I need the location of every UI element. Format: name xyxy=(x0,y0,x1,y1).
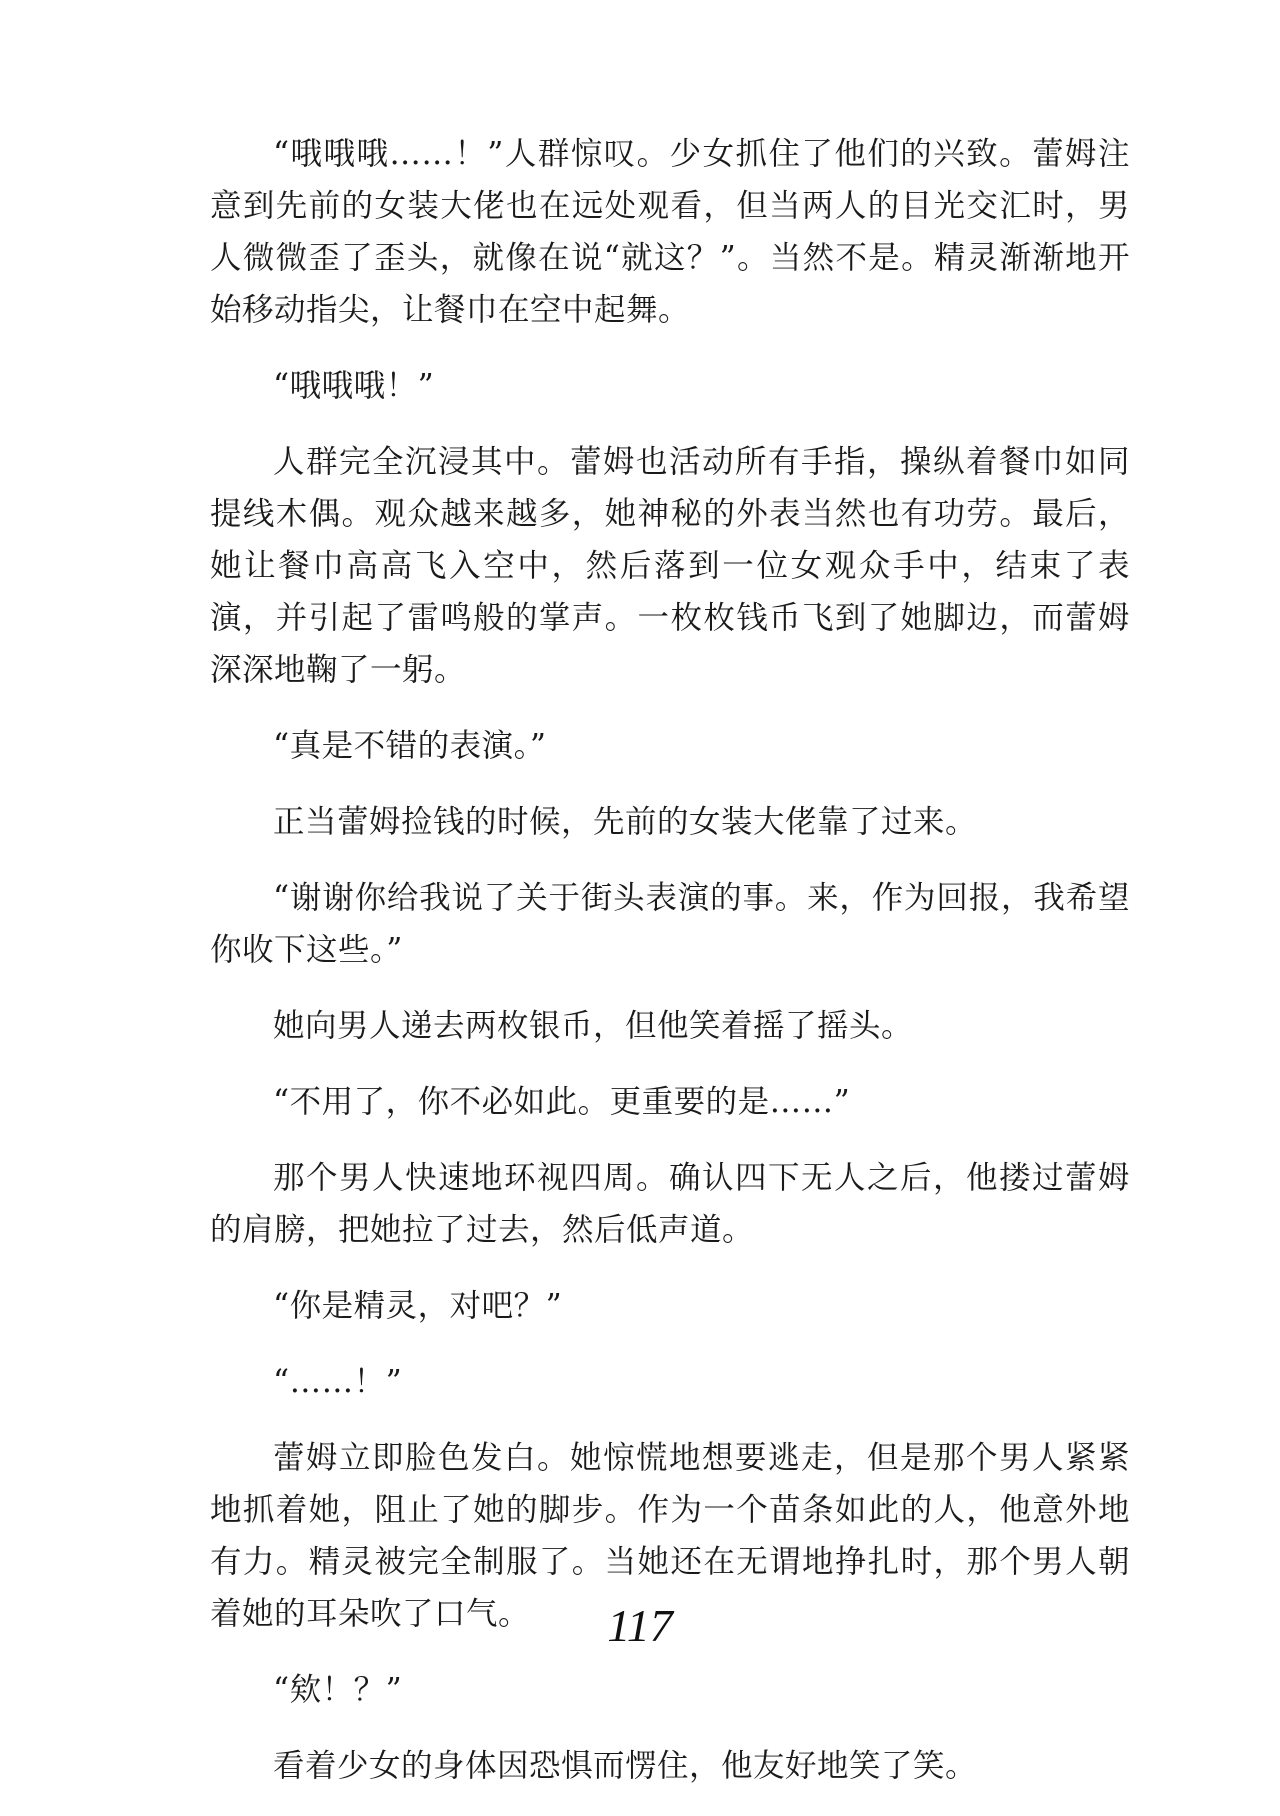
paragraph: “你是精灵，对吧？” xyxy=(273,1288,563,1324)
paragraph: 正当蕾姆捡钱的时候，先前的女装大佬靠了过来。 xyxy=(273,804,978,840)
paragraph: 她向男人递去两枚银币，但他笑着摇了摇头。 xyxy=(273,1008,914,1044)
paragraph: “欸！？” xyxy=(273,1672,403,1708)
paragraph: “真是不错的表演。” xyxy=(273,728,547,764)
paragraph: “哦哦哦……！”人群惊叹。少女抓住了他们的兴致。蕾姆注意到先前的女装大佬也在远处观看，但当两人的目光交汇时，男人微微歪了歪头，就像在说“就这？”。当然不是。精灵渐渐地开始移动指尖，让餐巾在空中起舞。 xyxy=(210,136,1130,328)
paragraph: “……！” xyxy=(273,1364,403,1400)
page-body xyxy=(210,128,1130,1816)
paragraph: 看着少女的身体因恐惧而愣住，他友好地笑了笑。 xyxy=(273,1748,978,1784)
paragraph: “谢谢你给我说了关于街头表演的事。来，作为回报，我希望你收下这些。” xyxy=(210,880,1130,968)
paragraph: “哦哦哦！” xyxy=(273,368,435,404)
paragraph: “不用了，你不必如此。更重要的是……” xyxy=(273,1084,851,1120)
page-number: 117 xyxy=(607,1600,673,1651)
paragraph: 那个男人快速地环视四周。确认四下无人之后，他搂过蕾姆的肩膀，把她拉了过去，然后低声道。 xyxy=(210,1160,1130,1248)
paragraph: 蕾姆立即脸色发白。她惊慌地想要逃走，但是那个男人紧紧地抓着她，阻止了她的脚步。作为一个苗条如此的人，他意外地有力。精灵被完全制服了。当她还在无谓地挣扎时，那个男人朝着她的耳朵吹了口气。 xyxy=(210,1440,1130,1632)
paragraph: 人群完全沉浸其中。蕾姆也活动所有手指，操纵着餐巾如同提线木偶。观众越来越多，她神秘的外表当然也有功劳。最后，她让餐巾高高飞入空中，然后落到一位女观众手中，结束了表演，并引起了雷鸣般的掌声。一枚枚钱币飞到了她脚边，而蕾姆深深地鞠了一躬。 xyxy=(210,444,1130,688)
